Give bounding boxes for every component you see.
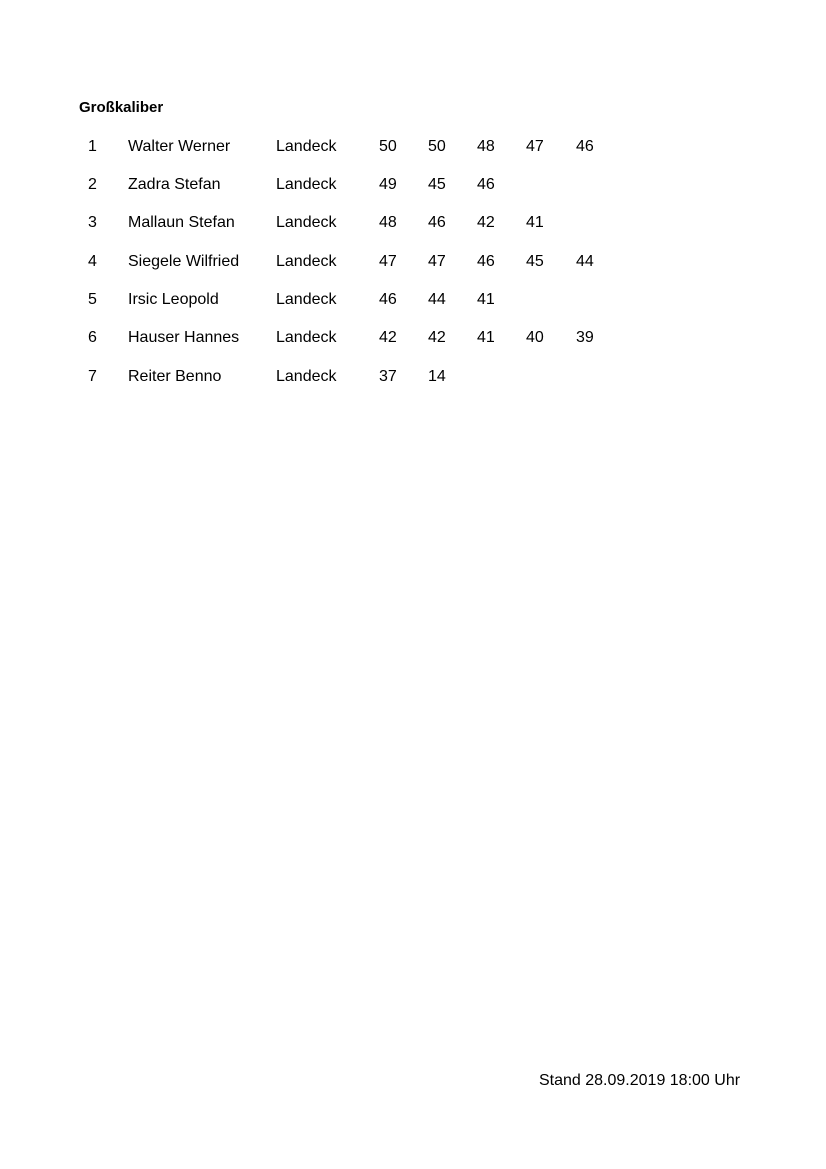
club-cell: Landeck: [276, 138, 337, 155]
score-cell: 47: [379, 253, 397, 270]
club-cell: Landeck: [276, 291, 337, 308]
club-cell: Landeck: [276, 176, 337, 193]
name-cell: Mallaun Stefan: [128, 214, 235, 231]
table-row: [0, 328, 826, 348]
rank-cell: 7: [88, 368, 97, 385]
score-cell: 45: [428, 176, 446, 193]
score-cell: 41: [477, 291, 495, 308]
score-cell: 45: [526, 253, 544, 270]
rank-cell: 3: [88, 214, 97, 231]
score-cell: 47: [526, 138, 544, 155]
club-cell: Landeck: [276, 214, 337, 231]
score-cell: 44: [576, 253, 594, 270]
page-title: Großkaliber: [79, 99, 164, 116]
table-row: [0, 252, 826, 272]
score-cell: 48: [477, 138, 495, 155]
score-cell: 46: [477, 253, 495, 270]
score-cell: 42: [477, 214, 495, 231]
score-cell: 48: [379, 214, 397, 231]
club-cell: Landeck: [276, 368, 337, 385]
table-row: [0, 290, 826, 310]
score-cell: 37: [379, 368, 397, 385]
score-cell: 46: [576, 138, 594, 155]
score-cell: 46: [428, 214, 446, 231]
score-cell: 47: [428, 253, 446, 270]
score-cell: 49: [379, 176, 397, 193]
name-cell: Zadra Stefan: [128, 176, 221, 193]
score-cell: 46: [379, 291, 397, 308]
score-cell: 50: [428, 138, 446, 155]
table-row: [0, 137, 826, 157]
score-cell: 44: [428, 291, 446, 308]
name-cell: Siegele Wilfried: [128, 253, 240, 270]
name-cell: Reiter Benno: [128, 368, 222, 385]
rank-cell: 1: [88, 138, 97, 155]
score-cell: 46: [477, 176, 495, 193]
score-cell: 50: [379, 138, 397, 155]
rank-cell: 5: [88, 291, 97, 308]
rank-cell: 4: [88, 253, 97, 270]
rank-cell: 6: [88, 329, 97, 346]
table-row: [0, 367, 826, 387]
score-cell: 41: [526, 214, 544, 231]
club-cell: Landeck: [276, 329, 337, 346]
rank-cell: 2: [88, 176, 97, 193]
score-cell: 14: [428, 368, 446, 385]
name-cell: Irsic Leopold: [128, 291, 219, 308]
table-row: [0, 175, 826, 195]
table-row: [0, 213, 826, 233]
score-cell: 40: [526, 329, 544, 346]
score-cell: 39: [576, 329, 594, 346]
name-cell: Walter Werner: [128, 138, 231, 155]
club-cell: Landeck: [276, 253, 337, 270]
score-cell: 42: [428, 329, 446, 346]
status-timestamp: Stand 28.09.2019 18:00 Uhr: [539, 1072, 741, 1089]
results-table: [0, 0, 826, 400]
score-cell: 42: [379, 329, 397, 346]
name-cell: Hauser Hannes: [128, 329, 240, 346]
score-cell: 41: [477, 329, 495, 346]
